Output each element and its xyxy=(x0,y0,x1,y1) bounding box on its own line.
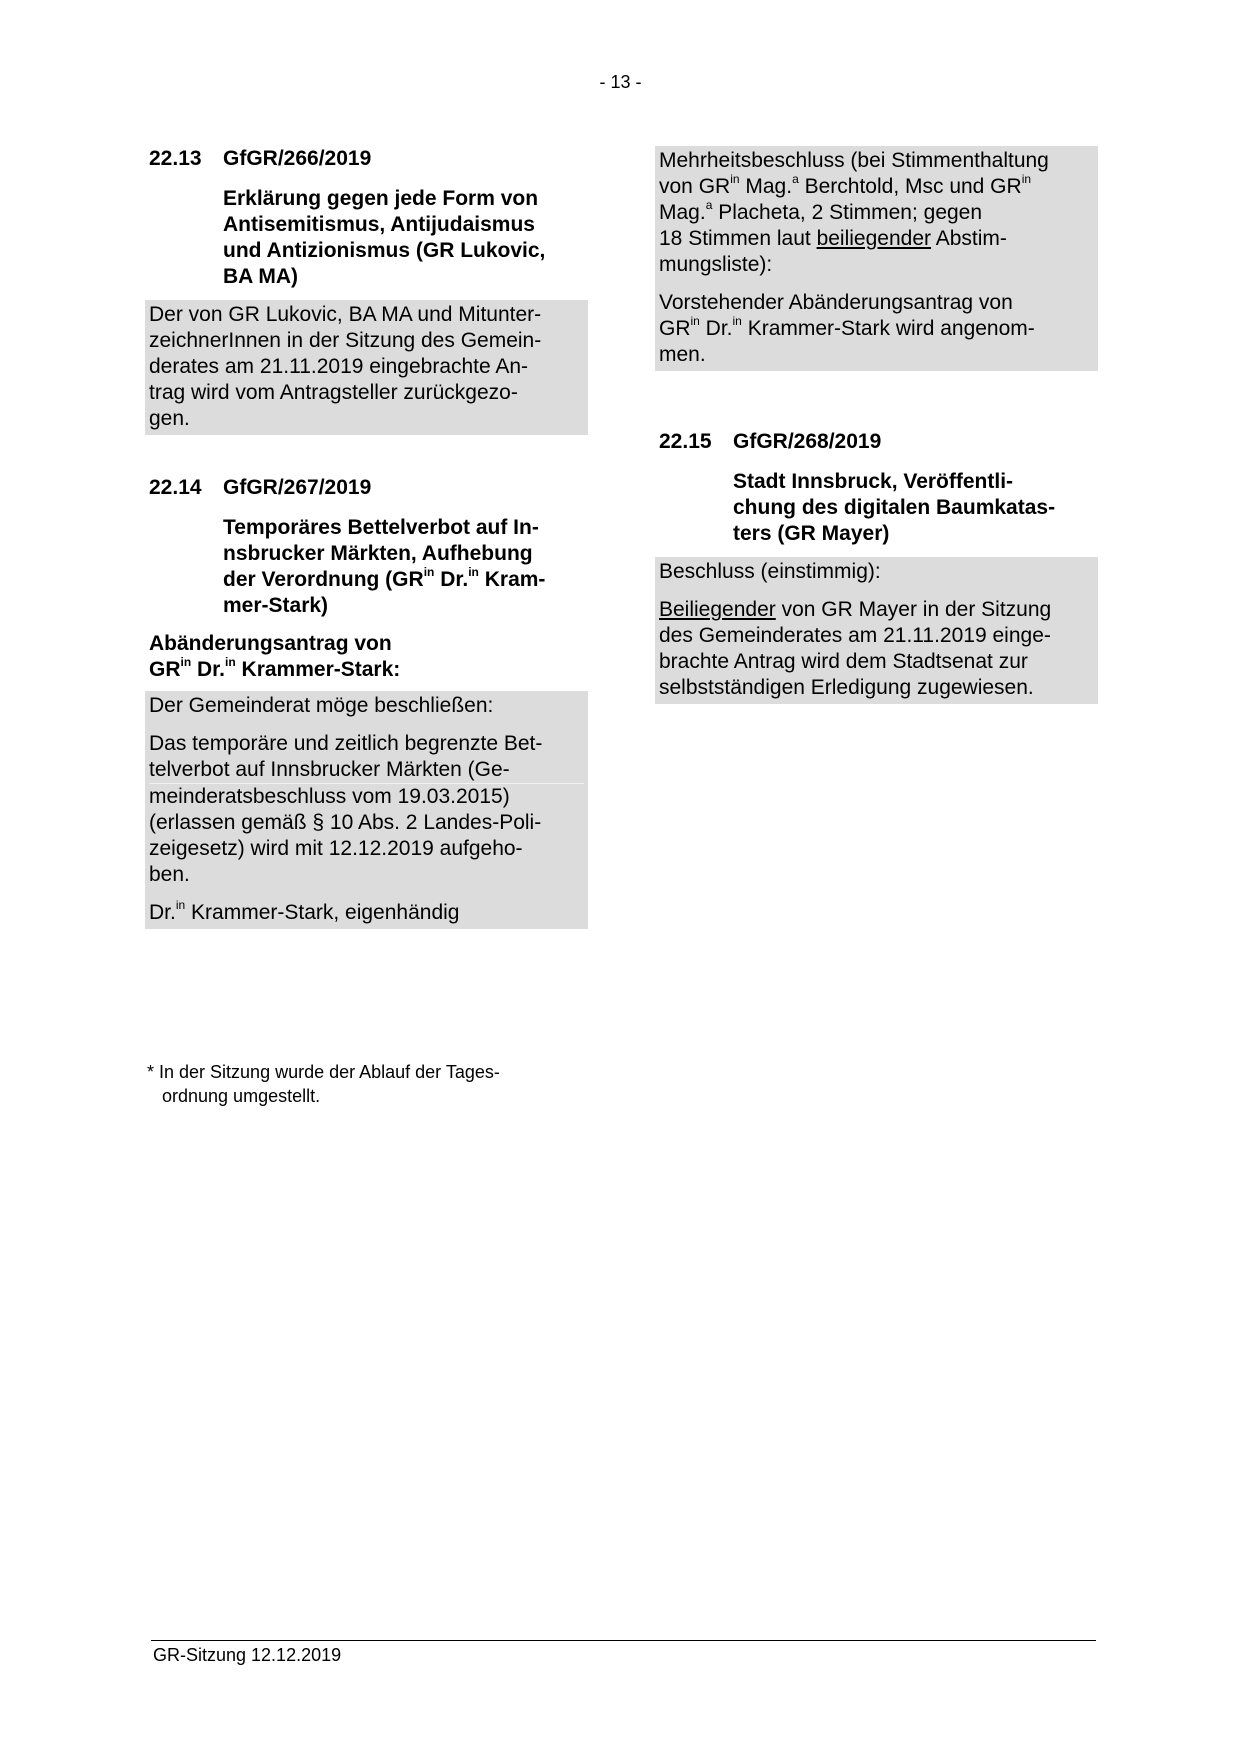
item-code: GfGR/267/2019 xyxy=(223,476,372,499)
body-line: derates am 21.11.2019 eingebrachte An- xyxy=(149,355,529,378)
item-number: 22.15 xyxy=(659,430,712,453)
superscript: a xyxy=(792,172,799,186)
item-heading-22-15 xyxy=(655,429,1098,455)
item-title-22-14 xyxy=(223,515,588,619)
title-line xyxy=(223,567,588,593)
footnote-line: ordnung umgestellt. xyxy=(162,1086,321,1106)
resolution-box-22-15 xyxy=(655,557,1098,704)
decision-box-22-14-cont xyxy=(655,146,1098,371)
body-line xyxy=(659,226,1094,252)
text-span: Kram- xyxy=(478,568,546,591)
right-column xyxy=(655,146,1098,704)
amendment-text xyxy=(149,731,584,888)
item-title-22-15 xyxy=(733,469,1098,547)
vote-text xyxy=(659,148,1094,278)
superscript: in xyxy=(468,565,479,579)
body-line xyxy=(659,597,1094,623)
text-span: der Verordnung (GR xyxy=(223,568,424,591)
superscript: a xyxy=(705,198,713,212)
footnote xyxy=(147,1060,587,1108)
body-line: des Gemeinderates am 21.11.2019 einge- xyxy=(659,624,1051,647)
page-number: - 13 - xyxy=(599,72,642,92)
title-line: Stadt Innsbruck, Veröffentli- xyxy=(733,470,1014,493)
body-line: trag wird vom Antragsteller zurückgezo- xyxy=(149,381,518,404)
text-span: von GR xyxy=(659,175,731,198)
title-line: mer-Stark) xyxy=(223,594,329,617)
amendment-intro: Der Gemeinderat möge beschließen: xyxy=(149,694,494,717)
footer-rule xyxy=(151,1640,1096,1641)
underlined-text: beiliegender xyxy=(816,227,932,250)
footer-text: GR-Sitzung 12.12.2019 xyxy=(153,1645,342,1665)
amendment-box-22-14 xyxy=(145,691,588,929)
text-span: Placheta, 2 Stimmen; gegen xyxy=(712,201,983,224)
body-line: brachte Antrag wird dem Stadtsenat zur xyxy=(659,650,1028,673)
item-heading-22-13 xyxy=(145,146,588,172)
superscript: in xyxy=(180,655,192,669)
underlined-text: Beiliegender xyxy=(659,598,776,621)
text-span: Krammer-Stark, eigenhändig xyxy=(185,901,460,924)
text-span: Abstim- xyxy=(931,227,1007,250)
text-span: Dr. xyxy=(149,901,176,924)
item-number: 22.13 xyxy=(149,147,202,170)
amendment-line xyxy=(149,657,588,683)
signature-line xyxy=(149,900,584,926)
title-line: nsbrucker Märkten, Aufhebung xyxy=(223,542,533,565)
text-span: Krammer-Stark: xyxy=(235,658,401,681)
text-span: Berchtold, Msc und GR xyxy=(798,175,1022,198)
body-line: mungsliste): xyxy=(659,253,773,276)
text-span: GR xyxy=(659,317,691,340)
body-line: (erlassen gemäß § 10 Abs. 2 Landes-Poli- xyxy=(149,811,542,834)
item-code: GfGR/268/2019 xyxy=(733,430,882,453)
body-line xyxy=(659,200,1094,226)
text-span: Krammer-Stark wird angenom- xyxy=(741,317,1035,340)
footnote-line: * In der Sitzung wurde der Ablauf der Tages- xyxy=(147,1062,500,1082)
item-heading-22-14 xyxy=(145,475,588,501)
amendment-heading xyxy=(145,631,588,683)
superscript: in xyxy=(423,565,435,579)
superscript: in xyxy=(1021,172,1032,186)
body-line: selbstständigen Erledigung zugewiesen. xyxy=(659,676,1034,699)
left-column xyxy=(145,146,588,929)
body-line: ben. xyxy=(149,863,190,886)
title-line: chung des digitalen Baumkatas- xyxy=(733,496,1056,519)
body-line: zeichnerInnen in der Sitzung des Gemein- xyxy=(149,329,542,352)
body-line: Das temporäre und zeitlich begrenzte Bet- xyxy=(149,732,543,755)
body-line: Mehrheitsbeschluss (bei Stimmenthaltung xyxy=(659,149,1049,172)
superscript: in xyxy=(225,655,236,669)
body-line: gen. xyxy=(149,407,190,430)
body-line xyxy=(659,316,1094,342)
text-span: Dr. xyxy=(191,658,226,681)
item-number: 22.14 xyxy=(149,476,202,499)
superscript: in xyxy=(730,172,740,186)
amendment-line: Abänderungsantrag von xyxy=(149,632,392,655)
item-title-22-13 xyxy=(223,186,588,290)
body-line: Vorstehender Abänderungsantrag von xyxy=(659,291,1013,314)
text-span: Dr. xyxy=(434,568,469,591)
body-line: men. xyxy=(659,343,706,366)
decision-text xyxy=(659,597,1094,701)
result-text xyxy=(659,290,1094,368)
text-span: 18 Stimmen laut xyxy=(659,227,817,250)
resolution-box-22-13 xyxy=(145,300,588,435)
title-line: Antisemitismus, Antijudaismus xyxy=(223,213,535,236)
text-span: GR xyxy=(149,658,181,681)
item-code: GfGR/266/2019 xyxy=(223,147,372,170)
text-span: Mag. xyxy=(659,201,706,224)
body-line: zeigesetz) wird mit 12.12.2019 aufgeho- xyxy=(149,837,523,860)
title-line: Erklärung gegen jede Form von xyxy=(223,187,539,210)
superscript: in xyxy=(732,314,742,328)
title-line: BA MA) xyxy=(223,265,299,288)
title-line: ters (GR Mayer) xyxy=(733,522,890,545)
superscript: in xyxy=(690,314,700,328)
text-span: Dr. xyxy=(699,317,733,340)
body-line xyxy=(659,174,1094,200)
body-line: meinderatsbeschluss vom 19.03.2015) xyxy=(149,783,584,810)
superscript: in xyxy=(175,898,186,912)
body-line: telverbot auf Innsbrucker Märkten (Ge- xyxy=(149,758,510,781)
title-line: und Antizionismus (GR Lukovic, xyxy=(223,239,546,262)
text-span: von GR Mayer in der Sitzung xyxy=(775,598,1052,621)
decision-label: Beschluss (einstimmig): xyxy=(659,560,881,583)
title-line: Temporäres Bettelverbot auf In- xyxy=(223,516,539,539)
body-line: Der von GR Lukovic, BA MA und Mitunter- xyxy=(149,303,542,326)
text-span: Mag. xyxy=(739,175,793,198)
